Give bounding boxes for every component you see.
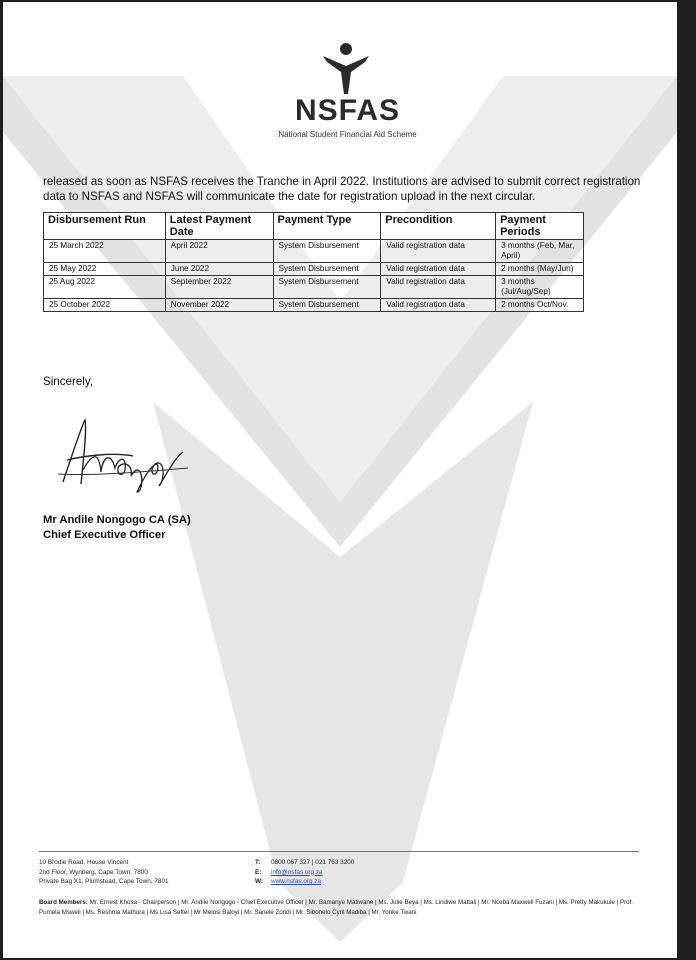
table-row xyxy=(44,276,584,299)
address-line: Private Bag X1, Plumstead, Cape Town, 7801 xyxy=(39,878,169,885)
email-link[interactable]: info@nsfas.org.za xyxy=(271,868,323,876)
table-cell: 25 March 2022 xyxy=(44,240,166,263)
table-cell: System Disbursement xyxy=(273,299,381,312)
table-row xyxy=(44,299,584,312)
table-cell: 2 months Oct/Nov. xyxy=(496,299,584,312)
email-label: E: xyxy=(255,868,262,876)
footer-divider xyxy=(39,851,639,852)
table-cell: November 2022 xyxy=(165,299,273,312)
board-label: Board Members: xyxy=(39,899,88,906)
column-header: Precondition xyxy=(381,213,496,240)
address-line: 2nd Floor, Wynberg, Cape Town, 7800 xyxy=(39,868,148,876)
table-cell: 3 months (Feb, Mar, April) xyxy=(496,240,584,263)
table-cell: 2 months (May/Jun) xyxy=(496,263,584,276)
disbursement-table xyxy=(43,212,584,312)
column-header: Disbursement Run xyxy=(44,213,166,240)
table-cell: Valid registration data xyxy=(381,263,496,276)
column-header: Payment Type xyxy=(273,213,381,240)
table-cell: 25 October 2022 xyxy=(44,299,166,312)
logo-wordmark: NSFAS xyxy=(294,94,401,127)
handwritten-signature xyxy=(53,412,193,497)
closing-salutation: Sincerely, xyxy=(43,375,94,388)
table-cell: 25 Aug 2022 xyxy=(44,276,166,299)
column-header: Payment Periods xyxy=(496,213,584,240)
table-cell: Valid registration data xyxy=(381,240,496,263)
table-cell: April 2022 xyxy=(165,240,273,263)
address-line: 10 Brodie Road, House Vincent xyxy=(39,859,129,866)
table-cell: 3 months (Jul/Aug/Sep) xyxy=(496,276,584,299)
table-cell: Valid registration data xyxy=(381,276,496,299)
intro-paragraph: released as soon as NSFAS receives the Tranche in April 2022. Institutions are advised to submit correct registration data to NSFAS and NSFAS will communicate the date for registration upload in the next circular. xyxy=(43,175,641,203)
nsfas-logo xyxy=(265,42,435,147)
table-cell: September 2022 xyxy=(165,276,273,299)
phone-line xyxy=(255,858,354,868)
person-figure-icon xyxy=(321,42,371,94)
footer-address xyxy=(39,858,169,887)
signer-name: Mr Andile Nongogo CA (SA) xyxy=(43,514,191,526)
table-cell: System Disbursement xyxy=(273,276,381,299)
email-line xyxy=(255,868,354,878)
table-row xyxy=(44,240,584,263)
phone-label: T: xyxy=(255,859,261,866)
board-members xyxy=(39,898,645,917)
table-cell: System Disbursement xyxy=(273,263,381,276)
footer-contact xyxy=(255,858,354,887)
column-header: Latest Payment Date xyxy=(165,213,273,240)
website-line xyxy=(255,877,354,887)
table-row xyxy=(44,263,584,276)
phone-value: 0800 067 327 | 021 763 3200 xyxy=(271,859,355,866)
website-label: W: xyxy=(255,878,264,885)
table-cell: System Disbursement xyxy=(273,240,381,263)
table-cell: Valid registration data xyxy=(381,299,496,312)
table-cell: 25 May 2022 xyxy=(44,263,166,276)
board-list: Mr. Ernest Khosa - Chairperson | Mr. Andile Nongogo - Chief Executive Officer | Mr. Bamanye Matiwane | Ms. Julie Beya | Ms. Lindiwe Mattali | Mr. Nceba Maxwell Fuzani | Ms. Pretty Makukule | Prof. Pumela Msweli | Ms. Reshma Mathura | Ms Lisa Seftel | Mr Melosi Baloyi | Mr. Sanele Zondi | Mr. Sibonelo Cyril Madiba | Mr. Yonke Twani xyxy=(39,899,634,916)
logo-subtitle: National Student Financial Aid Scheme xyxy=(278,130,417,139)
document-page xyxy=(3,2,677,958)
table-header-row xyxy=(44,213,584,240)
table-cell: June 2022 xyxy=(165,263,273,276)
website-link[interactable]: www.nsfas.org.za xyxy=(271,878,322,885)
signer-title: Chief Executive Officer xyxy=(43,529,166,541)
